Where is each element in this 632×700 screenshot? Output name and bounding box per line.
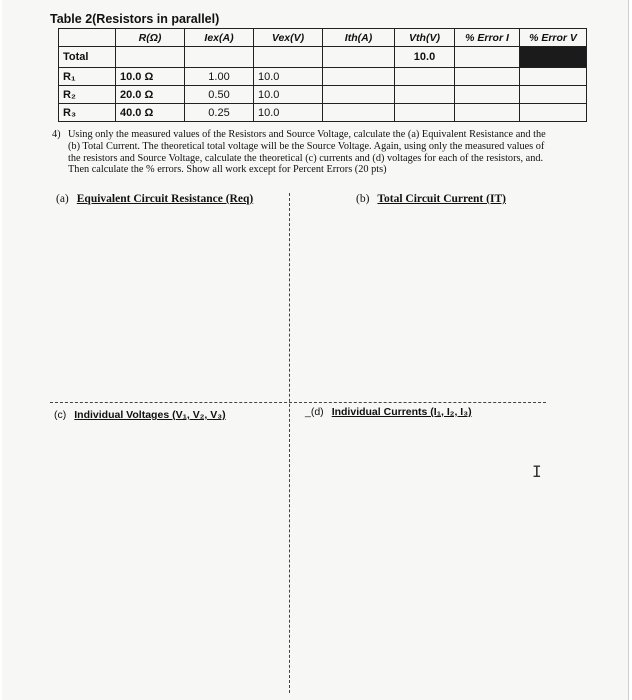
table-cell: 10.0 Ω [116, 68, 185, 86]
table-cell[interactable] [323, 86, 395, 104]
header-cell: Iex(A) [185, 29, 254, 47]
table-cell[interactable] [455, 104, 520, 122]
table-cell: 10.0 [395, 47, 455, 68]
question-c-label: (c) [54, 409, 67, 421]
table-cell[interactable] [520, 68, 587, 86]
row-label: Total [59, 47, 116, 68]
question-a-title: Equivalent Circuit Resistance (Req) [76, 193, 254, 205]
question-d-title: Individual Currents (I₁, I₂, I₃) [331, 406, 472, 418]
table-cell: 10.0 [254, 86, 323, 104]
table-cell: 40.0 Ω [116, 104, 185, 122]
question-c-title: Individual Voltages (V₁, V₂, V₃) [74, 409, 226, 421]
header-cell: Ith(A) [323, 29, 395, 47]
table-cell[interactable] [116, 47, 185, 68]
table-cell[interactable] [323, 68, 395, 86]
row-label: R₁ [59, 68, 116, 86]
table-cell[interactable] [520, 86, 587, 104]
table-cell[interactable] [520, 104, 587, 122]
question-a-label: (a) [56, 193, 69, 205]
instructions-text: Using only the measured values of the Resistors and Source Voltage, calculate the (a) Equivalent Resistance and the (b) Total Current. The theoretical total voltage will be the Source Voltage. Again, using only the measured values of the resistors and Source Voltage, calculate the theoretical (c) currents and (d) voltages for each of the resistors, and. Then calculate the % errors. Show all work except for Percent Errors (20 pts) [68, 129, 546, 176]
vertical-divider [289, 193, 290, 693]
table-cell: 20.0 Ω [116, 86, 185, 104]
table-cell-shaded [520, 47, 587, 68]
question-b-label: (b) [356, 193, 370, 205]
table-cell: 1.00 [185, 68, 254, 86]
table-cell[interactable] [455, 68, 520, 86]
question-b-title: Total Circuit Current (IT) [377, 193, 506, 205]
question-a [56, 193, 253, 205]
table-row [59, 104, 587, 122]
table-cell: 10.0 [254, 104, 323, 122]
horizontal-divider [50, 402, 546, 403]
table-cell[interactable] [395, 86, 455, 104]
row-label: R₂ [59, 86, 116, 104]
question-b [356, 193, 506, 205]
table-cell[interactable] [254, 47, 323, 68]
table-cell[interactable] [395, 104, 455, 122]
table-title: Table 2(Resistors in parallel) [50, 12, 220, 26]
table-cell[interactable] [323, 47, 395, 68]
table-cell: 0.25 [185, 104, 254, 122]
header-cell: % Error V [520, 29, 587, 47]
header-cell: % Error I [455, 29, 520, 47]
table-cell[interactable] [185, 47, 254, 68]
table-cell[interactable] [455, 47, 520, 68]
table-row [59, 86, 587, 104]
question-4-instructions [52, 129, 552, 176]
header-cell [59, 29, 116, 47]
worksheet-page [2, 0, 629, 700]
table-row [59, 68, 587, 86]
question-c [54, 409, 226, 421]
header-cell: Vex(V) [254, 29, 323, 47]
header-cell: Vth(V) [395, 29, 455, 47]
text-cursor-icon: I [532, 462, 542, 481]
table-cell: 10.0 [254, 68, 323, 86]
table-row-total [59, 47, 587, 68]
results-table [58, 28, 587, 122]
question-number: 4) [52, 129, 61, 140]
question-d [305, 406, 472, 418]
table-header-row [59, 29, 587, 47]
row-label: R₃ [59, 104, 116, 122]
table-cell: 0.50 [185, 86, 254, 104]
table-cell[interactable] [455, 86, 520, 104]
table-cell[interactable] [395, 68, 455, 86]
table-cell[interactable] [323, 104, 395, 122]
header-cell: R(Ω) [116, 29, 185, 47]
question-d-label: _(d) [305, 406, 324, 418]
